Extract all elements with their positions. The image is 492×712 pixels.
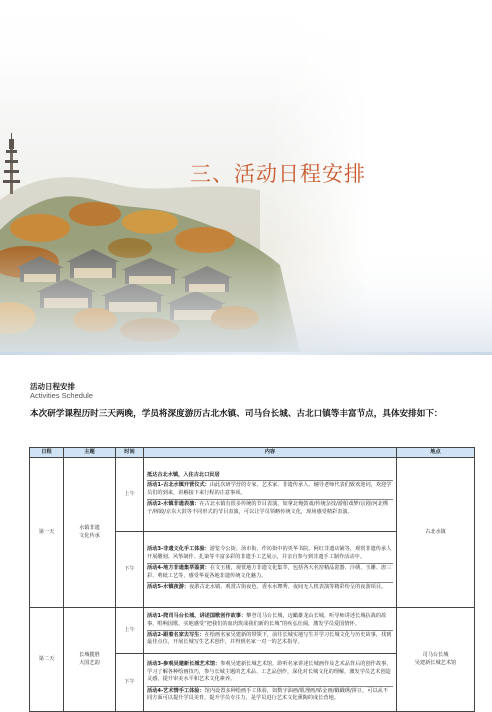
content-cell (144, 654, 397, 712)
activity-item (147, 687, 393, 705)
activity-title: 活动1-爬司马台长城、讲述国歌创作故事： (147, 613, 247, 620)
theme-cell (64, 458, 116, 608)
activity-desc: 夜游古北水镇，观赏古街夜色、香水水舞秀、夜间无人机表演等精彩纷呈的夜游项目。 (189, 584, 387, 591)
location-line: 司马台长城 (422, 652, 449, 659)
table-row (30, 608, 475, 654)
section-title: 活动日程安排 (30, 382, 75, 391)
activity-desc: 馆内设置多种绘画手工体验，如数字油画/肌理画/贴金画/戳戳绣/拼豆，可以从不同方面可以提升学员美育，提升学员专注力，是学员进行艺术文化熏陶的成长营地。 (147, 687, 389, 702)
activity-desc: 在文玉楼，观赏地方非遗文化集萃，包括各大名窑精品瓷器、汴绣、玉雕、唐三彩、剪纸工艺等，感受华夏各地非遗传统文化魅力。 (147, 565, 392, 579)
header-location: 地点 (397, 448, 475, 458)
header-time: 时间 (116, 448, 144, 458)
theme-line: 水镇非遗 (79, 525, 100, 532)
activity-desc: 游览令公街、汤市街，作坊街中的英华书院、阿红非遗店铺等，观赏非遗传承人开展雕刻、风筝制作、扎染等丰富多彩的非遗手工艺展示，并亲自参与到非遗手工制作活动中。 (147, 546, 392, 560)
time-cell: 下午 (116, 654, 144, 712)
activity-item (147, 500, 393, 518)
activity-item (147, 564, 393, 583)
activity-item (147, 583, 393, 593)
hero-divider (0, 352, 492, 355)
table-header-row (30, 448, 475, 458)
location-cell (397, 608, 475, 712)
activity-desc: 攀登司马台长城，迈瞰雄龙山长城，听导师讲述长城抗战的故事，唱响国歌，实地感受“把我们的血肉筑成我们新的长城”的疾弘壮阔，激发学员爱国情怀。 (147, 613, 387, 627)
activity-desc: 在绘画名家吴建新的带领下，前往长城实地写生并学习长城文化与历史故事，找到最佳点位，开展长城写生艺术创作，并得到名家一对一的艺术指导。 (147, 632, 392, 646)
activity-title: 活动4-地方非遗集萃鉴赏： (147, 565, 210, 572)
activity-title: 活动2-水镇非遗表演： (147, 501, 200, 508)
activity-title: 活动3-非遗文化手工体验： (147, 546, 210, 553)
day-cell: 第二天 (30, 608, 64, 712)
activity-item (147, 631, 393, 649)
theme-cell (64, 608, 116, 712)
activity-title: 活动5-水镇夜游： (147, 584, 190, 591)
arrival-text: 抵达古北水镇，入住古北口民居 (147, 471, 220, 478)
content-cell (144, 458, 397, 532)
time-cell: 下午 (116, 532, 144, 608)
page-title: 三、活动日程安排 (190, 162, 366, 186)
header-day: 日程 (30, 448, 64, 458)
activity-desc: 由此次研学营的专家、艺术家、非遗传承人、辅导老师代表们致欢迎词，欢迎学员们的到来，讲解接下来行程的注意事项。 (147, 482, 392, 496)
activity-title: 活动2-跟着名家去写生： (147, 632, 205, 638)
time-cell: 上午 (116, 458, 144, 532)
content-cell (144, 532, 397, 608)
header-theme: 主题 (64, 448, 116, 458)
hero-banner (0, 0, 492, 352)
time-cell: 上午 (116, 608, 144, 654)
theme-line: 长城揽胜 (79, 652, 100, 659)
location-line: 吴建新长城艺术馆 (414, 659, 457, 666)
theme-line: 文化传承 (79, 532, 100, 539)
activity-title: 活动3-参观吴建新长城艺术馆： (147, 661, 221, 668)
activity-desc: 在古北水镇有很多传统的节目表演，如拿北俺鼓戏/传统杂技/游船戏梦/京剧/河北梆子/摔跤/京东大鼓等不同形式的节目表演，可以让学员领略传统文化，现场感受精彩表演。 (147, 501, 389, 515)
activity-title: 活动4-艺术情手工体验： (147, 687, 205, 694)
content-cell (144, 608, 397, 654)
activity-item (147, 545, 393, 564)
schedule-table (29, 447, 475, 712)
location-cell: 古北水镇 (397, 458, 475, 608)
arrival-item (147, 471, 393, 481)
activity-item (147, 481, 393, 500)
activity-item (147, 660, 393, 686)
table-row (30, 458, 475, 532)
activity-title: 活动1-古北水镇开营仪式： (147, 482, 210, 489)
activity-desc: 参观吴建新长城艺术馆，聆听名家讲述长城画作及艺术品背后的创作故事，学习了解各种绘画技巧，参与长城主题的艺术品、工艺品创作，深化对长城文化的理解，激发学员艺术创造灵感，提升审美水平和艺术文化素养。 (147, 661, 392, 683)
day-cell: 第一天 (30, 458, 64, 608)
intro-paragraph: 本次研学课程历时三天两晚，学员将深度游历古北水镇、司马台长城、古北口镇等丰富节点，具体安排如下： (30, 409, 443, 419)
section-subtitle: Activities Schedule (30, 391, 93, 400)
header-content: 内容 (144, 448, 397, 458)
activity-item (147, 612, 393, 631)
theme-line: 大国艺韵 (79, 659, 100, 666)
